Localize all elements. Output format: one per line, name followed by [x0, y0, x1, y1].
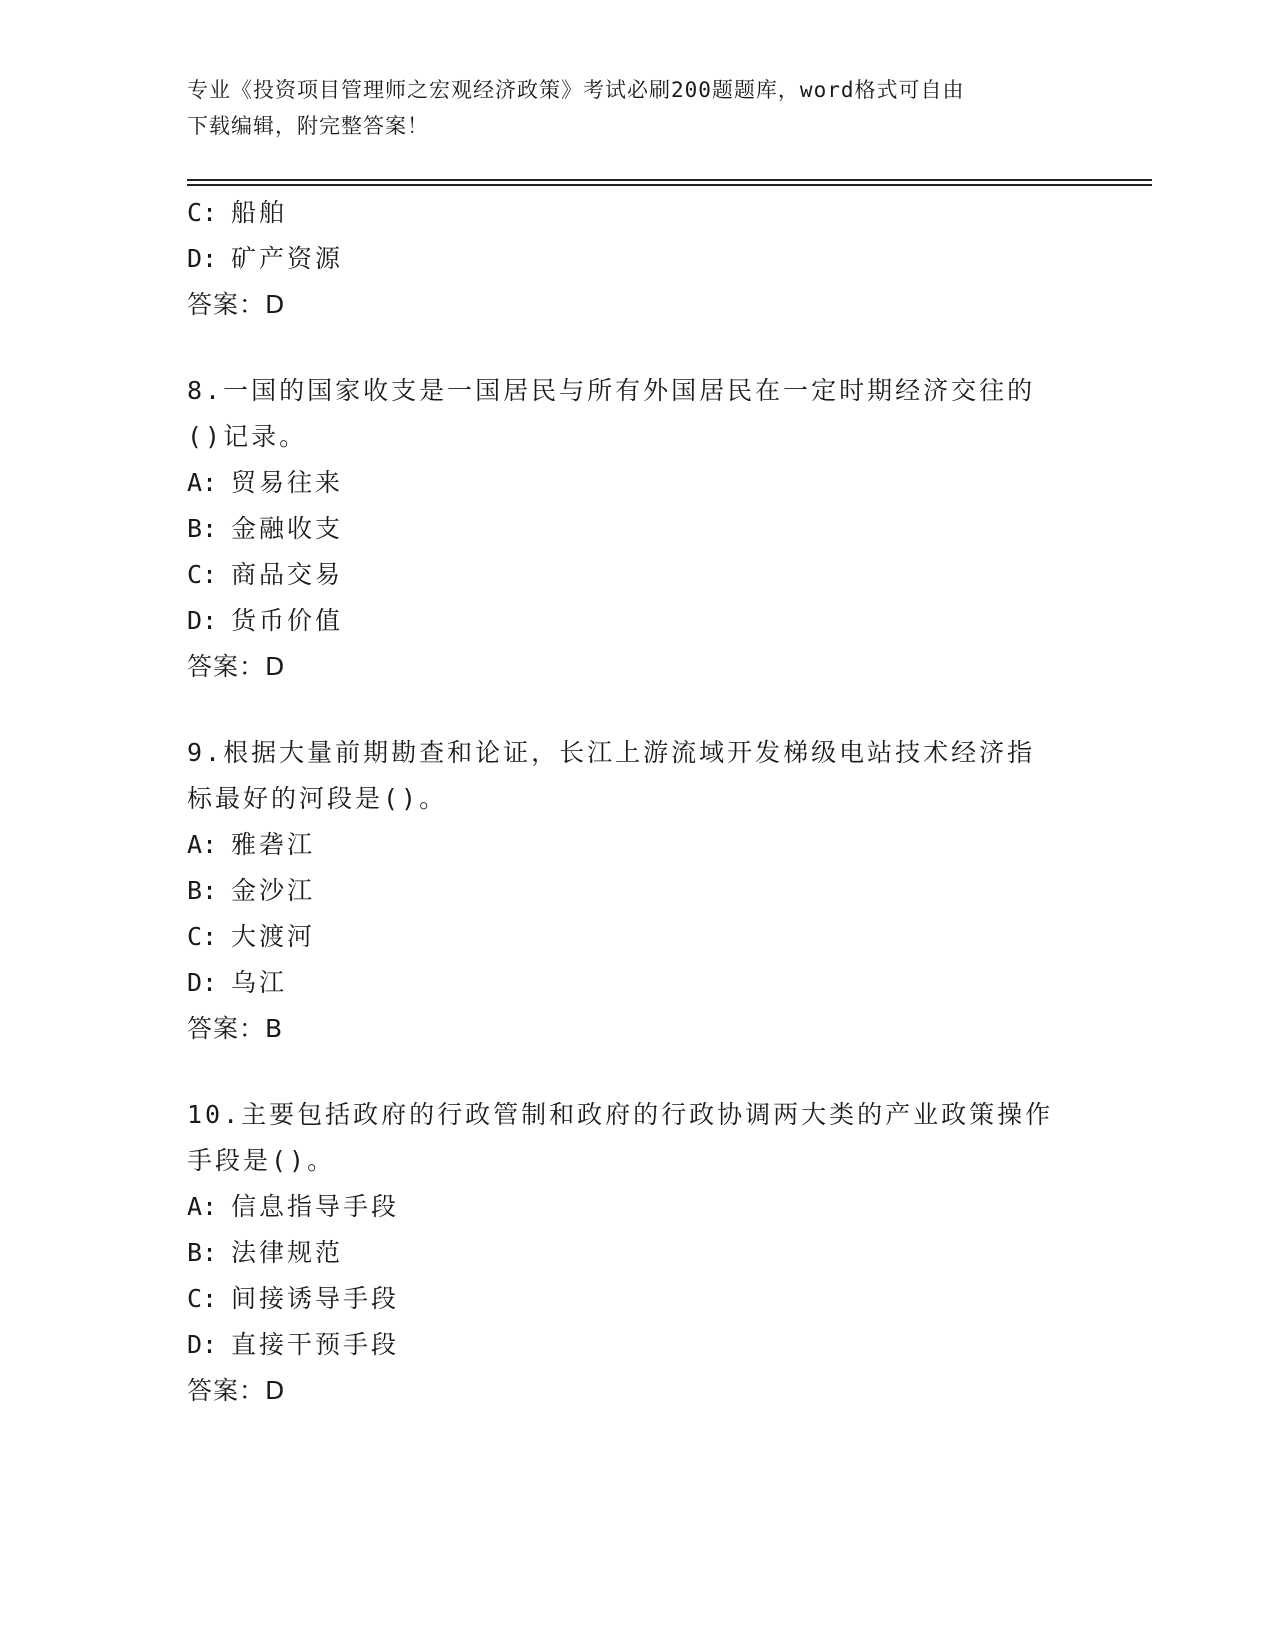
option-text: 矿产资源: [231, 244, 344, 273]
option-text: 信息指导手段: [231, 1192, 400, 1221]
question-stem: [187, 730, 1067, 822]
header-line-1: 专业《投资项目管理师之宏观经济政策》考试必刷200题题库，word格式可自由: [187, 78, 965, 102]
answer-label: 答案：: [187, 652, 266, 681]
option-key: D:: [187, 606, 218, 635]
question-stem: [187, 1092, 1067, 1184]
option-text: 大渡河: [231, 922, 316, 951]
option-a: [187, 822, 1127, 868]
option-a: [187, 460, 1127, 506]
question-stem-line-2: 手段是()。: [187, 1146, 336, 1175]
answer-value: D: [265, 1376, 286, 1405]
answer-value: B: [265, 1014, 284, 1043]
question-9: [187, 730, 1127, 1052]
header-line-2: 下载编辑，附完整答案！: [187, 114, 429, 138]
option-key: A:: [187, 468, 218, 497]
answer-label: 答案：: [187, 290, 266, 319]
document-header: [187, 72, 1087, 144]
partial-question: [187, 190, 1127, 328]
option-b: [187, 868, 1127, 914]
question-10: [187, 1092, 1127, 1414]
option-c: [187, 914, 1127, 960]
question-stem-line-2: ()记录。: [187, 422, 308, 451]
option-text: 雅砻江: [231, 830, 316, 859]
option-key: A:: [187, 1192, 218, 1221]
option-key: C:: [187, 922, 218, 951]
question-stem-line-1: 10.主要包括政府的行政管制和政府的行政协调两大类的产业政策操作: [187, 1100, 1054, 1129]
option-text: 间接诱导手段: [231, 1284, 400, 1313]
option-key: B:: [187, 876, 218, 905]
option-b: [187, 1230, 1127, 1276]
header-divider-top: [187, 179, 1152, 181]
option-key: C:: [187, 560, 218, 589]
question-8: [187, 368, 1127, 690]
header-divider-bottom: [187, 184, 1152, 186]
option-text: 船舶: [231, 198, 288, 227]
option-key: B:: [187, 514, 218, 543]
option-d: [187, 960, 1127, 1006]
question-list: [187, 190, 1127, 1414]
option-text: 贸易往来: [231, 468, 344, 497]
option-text: 直接干预手段: [231, 1330, 400, 1359]
answer-line: [187, 644, 1127, 690]
option-c: [187, 552, 1127, 598]
option-text: 法律规范: [231, 1238, 344, 1267]
option-key: D:: [187, 968, 218, 997]
option-key: D:: [187, 244, 218, 273]
option-d: [187, 236, 1127, 282]
option-d: [187, 598, 1127, 644]
answer-line: [187, 1368, 1127, 1414]
option-text: 金沙江: [231, 876, 316, 905]
option-c: [187, 1276, 1127, 1322]
option-text: 商品交易: [231, 560, 344, 589]
answer-value: D: [265, 652, 286, 681]
option-text: 金融收支: [231, 514, 344, 543]
option-b: [187, 506, 1127, 552]
answer-line: [187, 1006, 1127, 1052]
answer-line: [187, 282, 1127, 328]
question-stem-line-1: 8.一国的国家收支是一国居民与所有外国居民在一定时期经济交往的: [187, 376, 1036, 405]
option-a: [187, 1184, 1127, 1230]
answer-value: D: [265, 290, 286, 319]
option-key: C:: [187, 198, 218, 227]
option-c: [187, 190, 1127, 236]
option-key: A:: [187, 830, 218, 859]
option-key: D:: [187, 1330, 218, 1359]
option-key: B:: [187, 1238, 218, 1267]
option-text: 乌江: [231, 968, 288, 997]
answer-label: 答案：: [187, 1376, 266, 1405]
question-stem-line-1: 9.根据大量前期勘查和论证，长江上游流域开发梯级电站技术经济指: [187, 738, 1036, 767]
question-stem-line-2: 标最好的河段是()。: [187, 784, 448, 813]
answer-label: 答案：: [187, 1014, 266, 1043]
question-stem: [187, 368, 1067, 460]
option-d: [187, 1322, 1127, 1368]
option-text: 货币价值: [231, 606, 344, 635]
option-key: C:: [187, 1284, 218, 1313]
